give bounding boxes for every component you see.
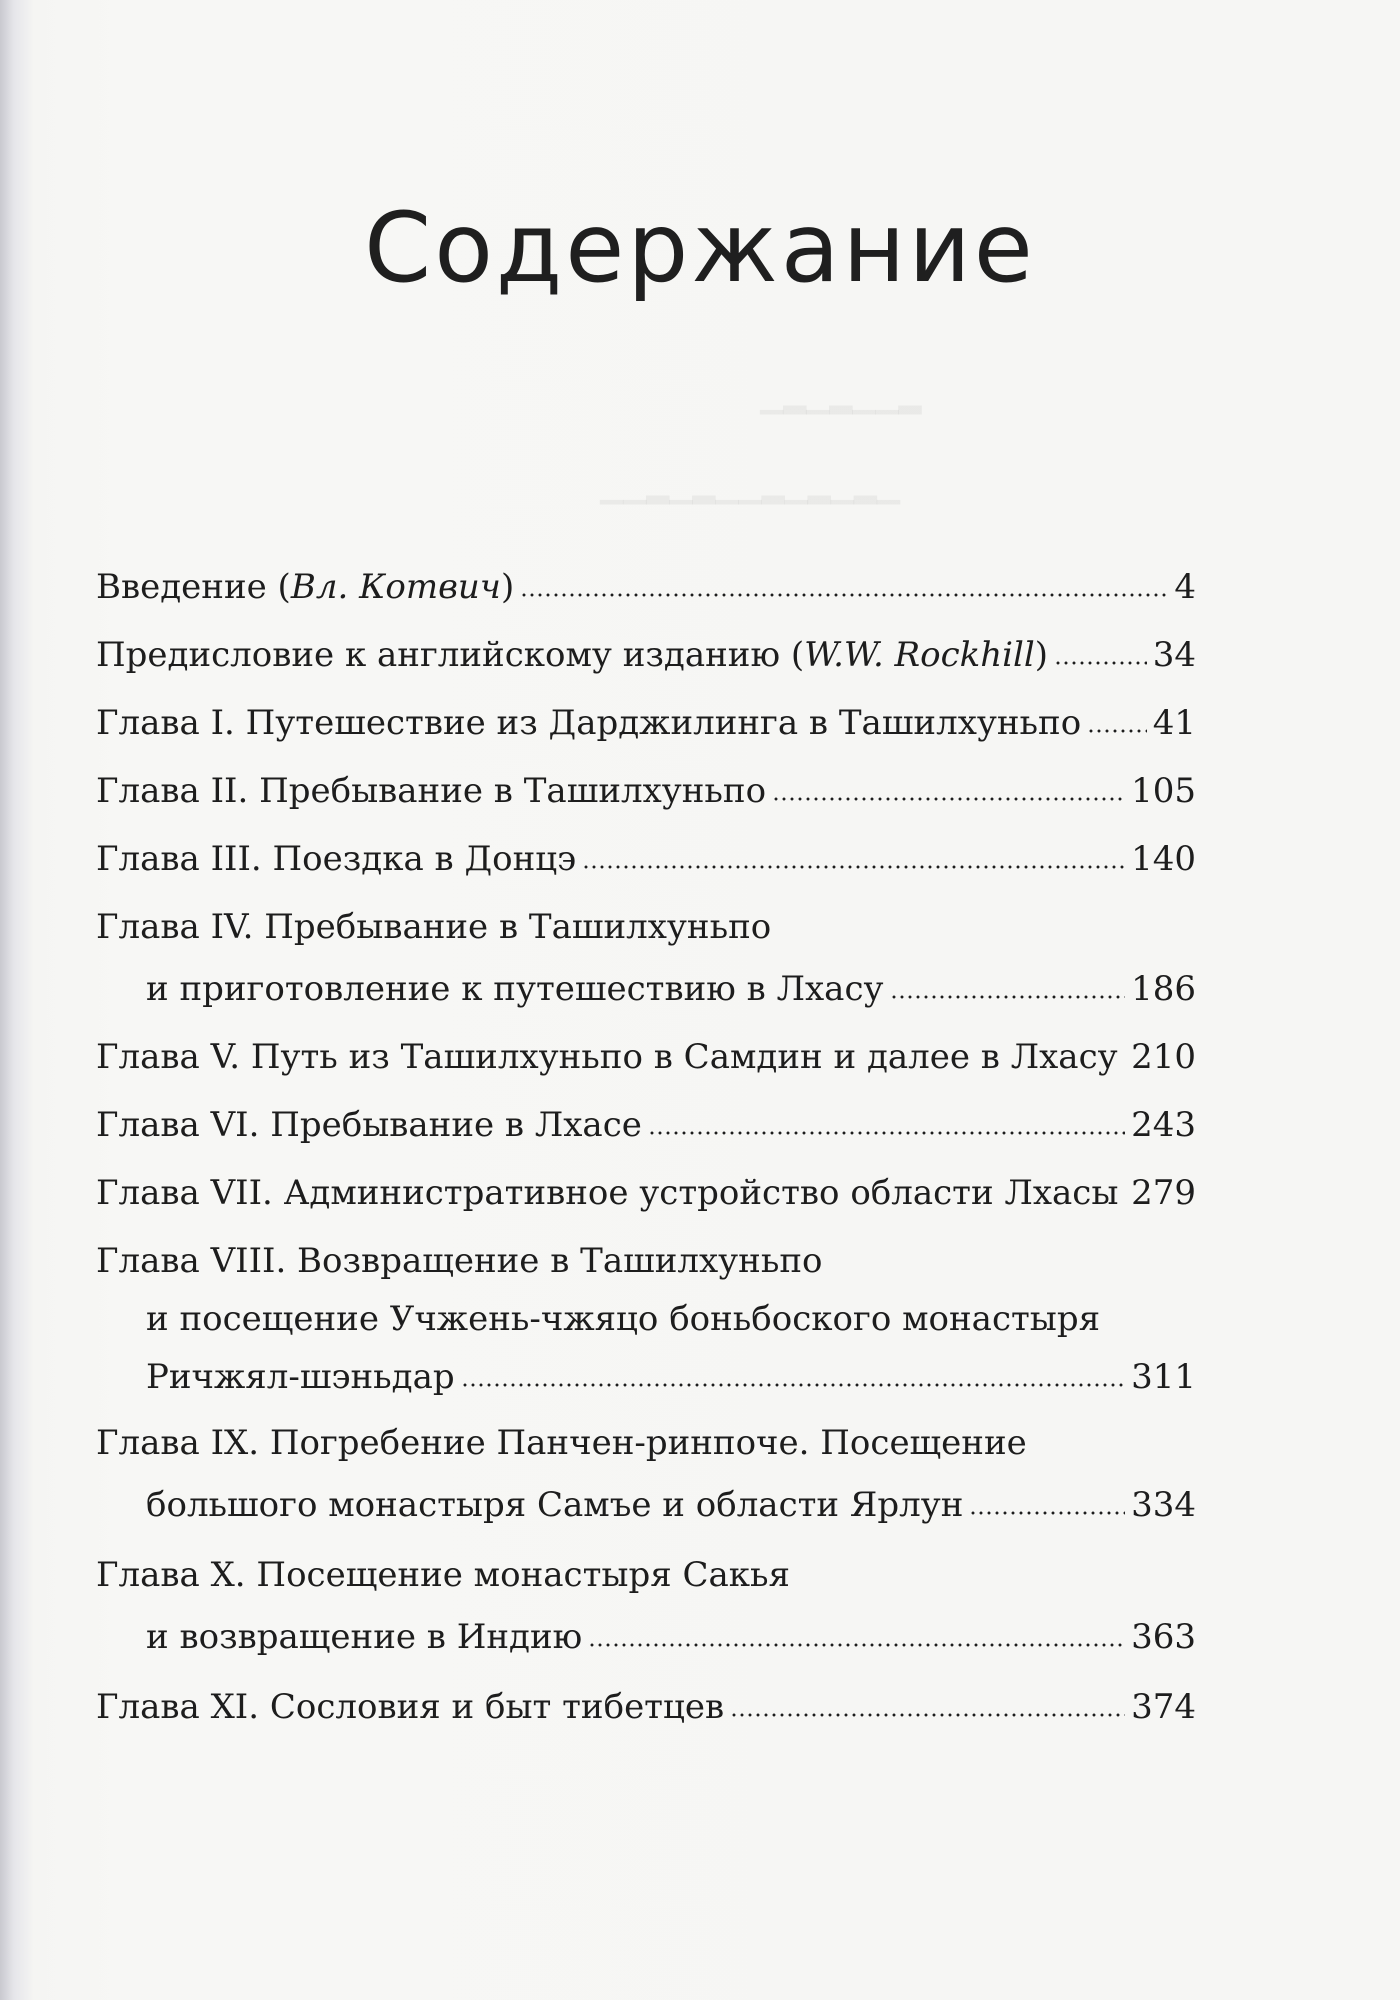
toc-page-number: 243 — [1131, 1105, 1196, 1145]
dot-leader — [1124, 1063, 1125, 1067]
toc-page-number: 186 — [1131, 969, 1196, 1009]
dot-leader — [1087, 729, 1147, 733]
page-title: Содержание — [364, 192, 1036, 304]
toc-entry-title: Глава III. Поездка в Донцэ — [96, 839, 577, 879]
toc-entry-title-continued: и посещение Учжень-чжяцо боньбоского монастыря — [146, 1299, 1101, 1339]
bleed-through-mark: ▁▂▁▂▁▁▂ — [760, 380, 922, 415]
toc-page-number: 363 — [1131, 1617, 1196, 1657]
toc-entry-title: Глава I. Путешествие из Дарджилинга в Ташилхуньпо — [96, 703, 1082, 743]
toc-page-number: 105 — [1131, 771, 1196, 811]
bleed-through-mark: ▁▁▂▁▂▁▁▂▁▂▁▂▁ — [600, 470, 900, 505]
dot-leader — [969, 1511, 1125, 1515]
dot-leader — [1054, 661, 1147, 665]
toc-entry-title: Глава XI. Сословия и быт тибетцев — [96, 1687, 725, 1727]
toc-entry-title: Глава IV. Пребывание в Ташилхуньпо — [96, 907, 772, 947]
dot-leader — [461, 1383, 1125, 1387]
toc-page-number: 34 — [1152, 635, 1196, 675]
toc-page-number: 311 — [1131, 1357, 1196, 1397]
toc-page-number: 279 — [1131, 1173, 1196, 1213]
dot-leader — [772, 797, 1125, 801]
toc-entry-title-continued: Ричжял-шэньдар — [146, 1357, 455, 1397]
toc-page-number: 4 — [1174, 567, 1196, 607]
dot-leader — [520, 593, 1168, 597]
toc-entry-title: Введение (Вл. Котвич) — [96, 567, 515, 607]
toc-page-number: 334 — [1131, 1485, 1196, 1525]
toc-entry-title: Предисловие к английскому изданию (W.W. Rockhill) — [96, 635, 1049, 675]
toc-entry-title: Глава IX. Погребение Панчен-ринпоче. Посещение — [96, 1423, 1027, 1463]
toc-entry-title: Глава V. Путь из Ташилхуньпо в Самдин и далее в Лхасу — [96, 1037, 1118, 1077]
dot-leader — [648, 1131, 1125, 1135]
dot-leader — [582, 865, 1125, 869]
toc-entry-title: Глава II. Пребывание в Ташилхуньпо — [96, 771, 767, 811]
toc-entry-title: Глава X. Посещение монастыря Сакья — [96, 1555, 790, 1595]
toc-entry-title-continued: большого монастыря Самъе и области Ярлун — [146, 1485, 964, 1525]
toc-entry-title-continued: и возвращение в Индию — [146, 1617, 583, 1657]
toc-page-number: 374 — [1131, 1687, 1196, 1727]
toc-entry-title: Глава VIII. Возвращение в Ташилхуньпо — [96, 1241, 823, 1281]
toc-page-number: 210 — [1131, 1037, 1196, 1077]
dot-leader — [890, 995, 1126, 999]
dot-leader — [588, 1643, 1125, 1647]
toc-entry-title: Глава VII. Административное устройство области Лхасы — [96, 1173, 1119, 1213]
toc-page-number: 140 — [1131, 839, 1196, 879]
toc-entry-title: Глава VI. Пребывание в Лхасе — [96, 1105, 642, 1145]
toc-page-number: 41 — [1152, 703, 1196, 743]
dot-leader — [1124, 1199, 1125, 1203]
dot-leader — [730, 1713, 1125, 1717]
toc-entry-title-continued: и приготовление к путешествию в Лхасу — [146, 969, 884, 1009]
